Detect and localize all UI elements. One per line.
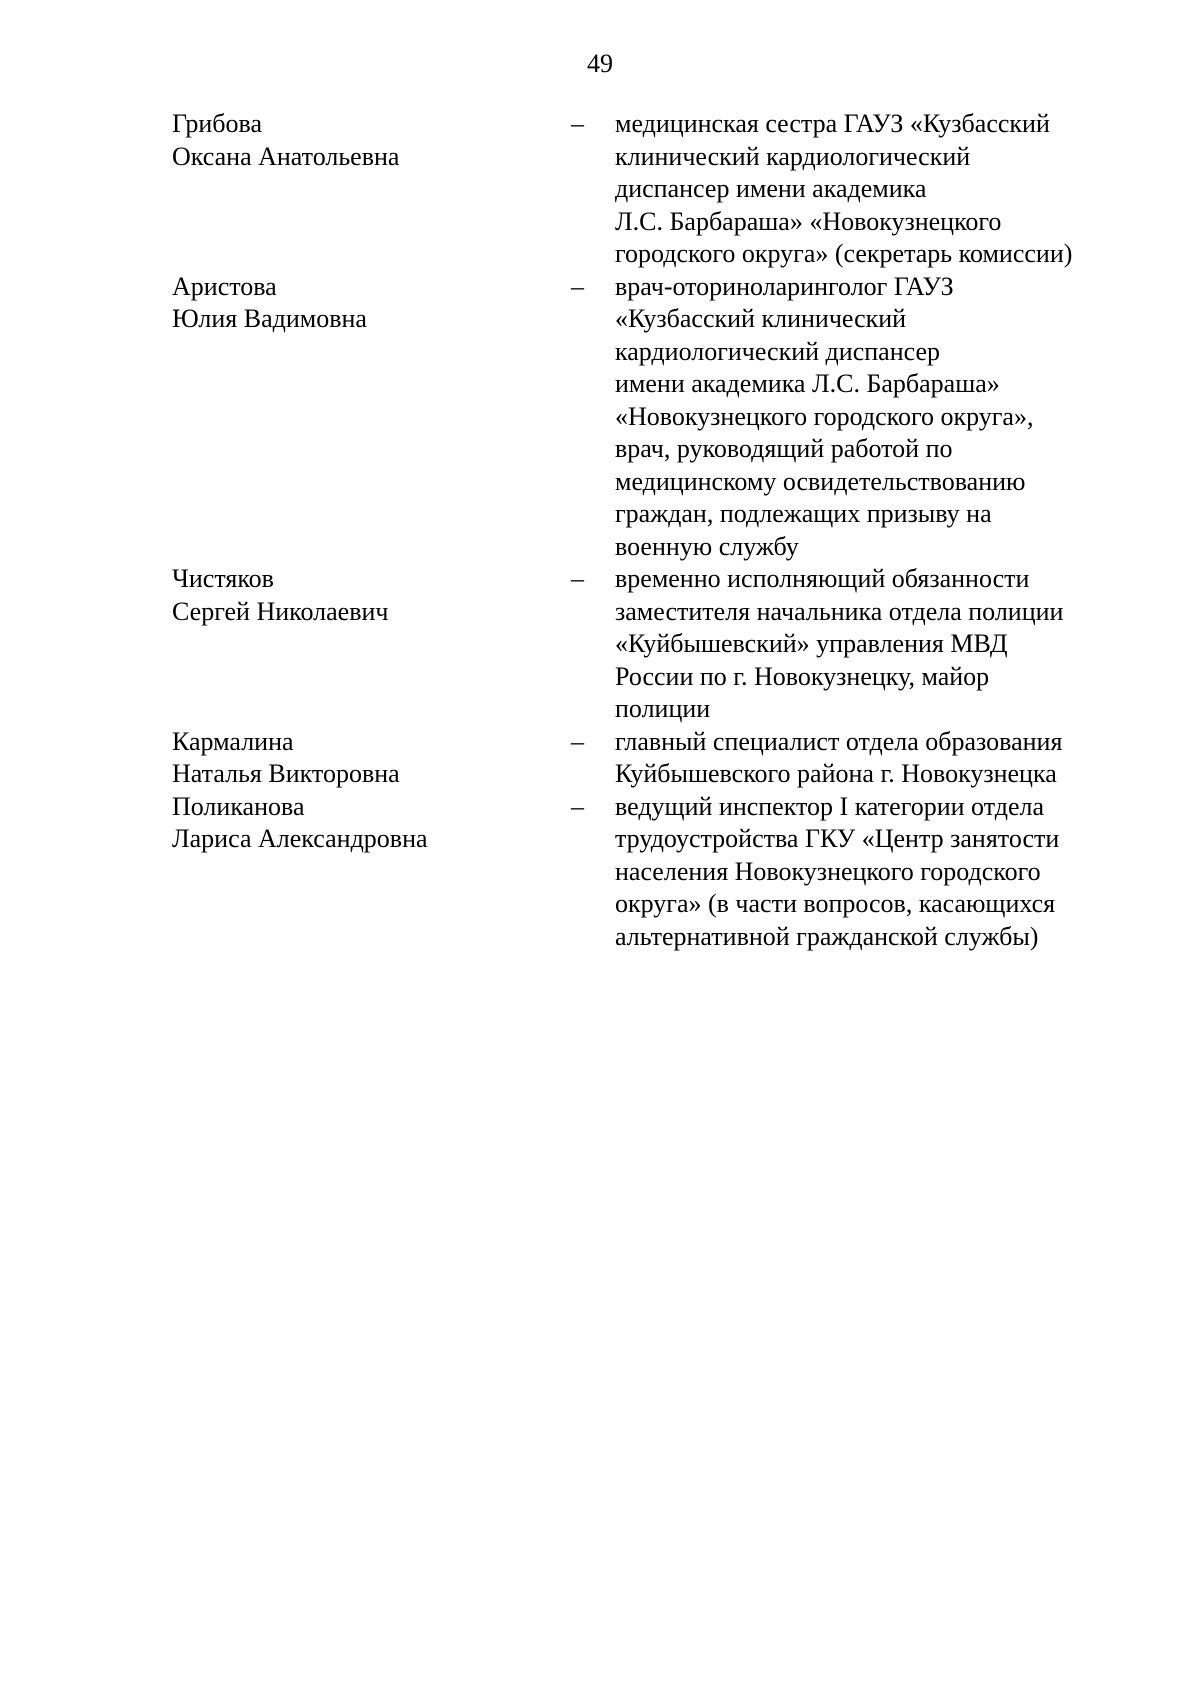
member-surname: Чистяков xyxy=(172,564,274,593)
member-given-names: Наталья Викторовна xyxy=(172,759,400,788)
position-line: «Новокузнецкого городского округа», xyxy=(615,401,1034,431)
member-entry xyxy=(172,791,1152,954)
position-line: заместителя начальника отдела полиции xyxy=(615,596,1064,626)
commission-member-list xyxy=(172,108,1152,953)
position-line: Куйбышевского района г. Новокузнецка xyxy=(615,759,1057,788)
member-position xyxy=(615,791,1135,954)
position-line: имени академика Л.С. Барбараша» xyxy=(615,369,1000,398)
separator-dash: – xyxy=(571,564,584,593)
member-position xyxy=(615,563,1135,726)
separator-dash: – xyxy=(571,791,584,821)
member-name xyxy=(172,791,571,856)
member-position xyxy=(615,108,1135,271)
page-number: 49 xyxy=(587,49,613,78)
member-entry xyxy=(172,108,1152,271)
position-line: врач, руководящий работой по xyxy=(615,434,953,463)
member-name xyxy=(172,108,571,173)
position-line: граждан, подлежащих призыву на xyxy=(615,499,992,528)
member-given-names: Юлия Вадимовна xyxy=(172,304,367,333)
member-entry xyxy=(172,271,1152,564)
position-line: «Кузбасский клинический xyxy=(615,304,907,333)
position-line: трудоустройства ГКУ «Центр занятости xyxy=(615,824,1060,853)
member-surname: Аристова xyxy=(172,271,277,301)
position-line: альтернативной гражданской службы) xyxy=(615,921,1039,951)
position-line: медицинскому освидетельствованию xyxy=(615,466,1026,496)
position-line: населения Новокузнецкого городского xyxy=(615,856,1041,886)
position-line: Л.С. Барбараша» «Новокузнецкого xyxy=(615,206,1002,236)
member-given-names: Сергей Николаевич xyxy=(172,596,389,626)
position-line: городского округа» (секретарь комиссии) xyxy=(615,239,1073,268)
member-position xyxy=(615,726,1135,791)
member-surname: Грибова xyxy=(172,109,263,138)
member-given-names: Лариса Александровна xyxy=(172,824,428,853)
separator-dash: – xyxy=(571,109,584,138)
position-line: главный специалист отдела образования xyxy=(615,726,1063,756)
member-entry xyxy=(172,563,1152,726)
position-line: полиции xyxy=(615,694,711,723)
member-name xyxy=(172,726,571,791)
position-line: диспансер имени академика xyxy=(615,174,927,203)
position-line: России по г. Новокузнецку, майор xyxy=(615,661,990,691)
position-line: кардиологический диспансер xyxy=(615,336,940,366)
member-given-names: Оксана Анатольевна xyxy=(172,141,400,171)
position-line: медицинская сестра ГАУЗ «Кузбасский xyxy=(615,109,1050,138)
position-line: врач-оториноларинголог ГАУЗ xyxy=(615,271,954,301)
position-line: ведущий инспектор I категории отдела xyxy=(615,791,1044,821)
position-line: военную службу xyxy=(615,531,799,561)
position-line: округа» (в части вопросов, касающихся xyxy=(615,889,1056,918)
member-entry xyxy=(172,726,1152,791)
position-line: клинический кардиологический xyxy=(615,141,971,171)
member-position xyxy=(615,271,1135,564)
member-surname: Кармалина xyxy=(172,726,294,756)
separator-dash: – xyxy=(571,271,584,301)
member-name xyxy=(172,563,571,628)
member-surname: Поликанова xyxy=(172,791,305,821)
separator-dash: – xyxy=(571,726,584,756)
member-name xyxy=(172,271,571,336)
position-line: «Куйбышевский» управления МВД xyxy=(615,629,1008,658)
position-line: временно исполняющий обязанности xyxy=(615,564,1030,593)
